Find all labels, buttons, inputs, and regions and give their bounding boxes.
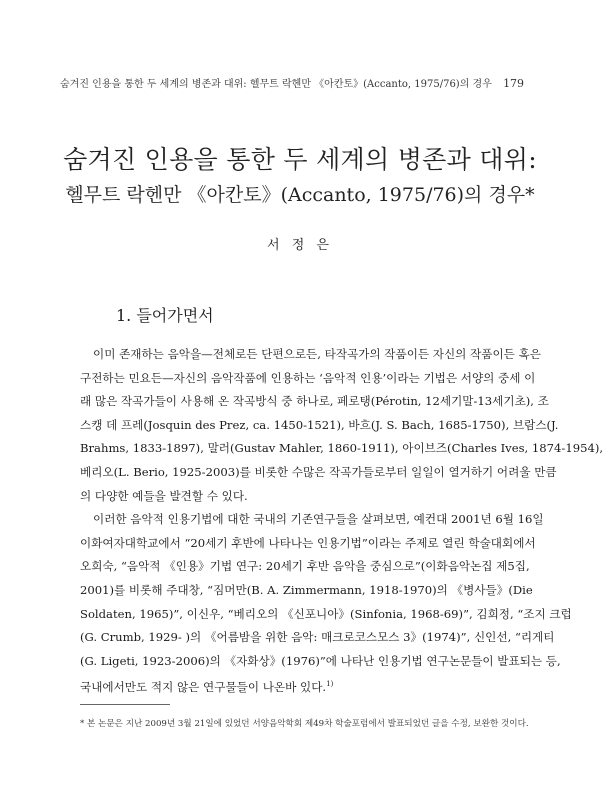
body-line-final [80, 673, 520, 697]
body-line: 래 많은 작곡가들이 사용해 온 작곡방식 중 하나로, 페로탱(Pérotin, 12세기말-13세기초), 조 [80, 394, 549, 409]
section-heading: 1. 들어가면서 [116, 306, 214, 325]
page-number: 179 [503, 77, 525, 90]
author-name: 서 정 은 [267, 238, 333, 253]
running-title: 숨겨진 인용을 통한 두 세계의 병존과 대위: 헬무트 락헨만 《아칸토》(Accanto, 1975/76)의 경우 [60, 79, 492, 90]
body-line: 스캥 데 프레(Josquin des Prez, ca. 1450-1521), 바흐(J. S. Bach, 1685-1750), 브람스(J. [80, 417, 559, 432]
body-line: (G. Crumb, 1929- )의 《어름밤을 위한 음악: 매크로코스모스 3》(1974)”, 신인선, “리게티 [80, 630, 555, 645]
article-title: 숨겨진 인용을 통한 두 세계의 병존과 대위: [63, 145, 537, 174]
body-line: Brahms, 1833-1897), 말러(Gustav Mahler, 1860-1911), 아이브즈(Charles Ives, 1874-1954), [80, 441, 603, 456]
body-line: 의 다양한 예들을 발견할 수 있다. [80, 488, 248, 503]
body-line: 이화여자대학교에서 “20세기 후반에 나타나는 인용기법”이라는 주제로 열린 학술대회에서 [80, 535, 536, 550]
footnote-reference[interactable]: 1) [326, 680, 334, 689]
body-line-text: 국내에서만도 적지 않은 연구물들이 나온바 있다. [80, 680, 327, 695]
body-line: 이미 존재하는 음악을—전체로든 단편으로든, 타작곡가의 작품이든 자신의 작품이든 혹은 [93, 347, 541, 361]
body-line: Soldaten, 1965)”, 이신우, “베리오의 《신포니아》(Sinfonia, 1968-69)”, 김희정, “조지 크럽 [80, 606, 572, 621]
body-text [80, 343, 603, 697]
footnote-divider [80, 704, 170, 705]
footnote-text: * 본 논문은 지난 2009년 3월 21일에 있었던 서양음악학회 제49차 학술포럼에서 발표되었던 글을 수정, 보완한 것이다. [80, 719, 529, 729]
body-line: 이러한 음악적 인용기법에 대한 국내의 기존연구들을 살펴보면, 예컨대 2001년 6월 16일 [93, 512, 544, 527]
running-head [60, 75, 525, 90]
body-line: 베리오(L. Berio, 1925-2003)를 비롯한 수많은 작곡가들로부터 일일이 열거하기 어려울 만큼 [80, 464, 557, 479]
body-line: 구전하는 민요든—자신의 음악작품에 인용하는 ‘음악적 인용’이라는 기법은 서양의 중세 이 [80, 370, 536, 385]
body-line: 2001)를 비롯해 주대창, “짐머만(B. A. Zimmermann, 1918-1970)의 《병사들》(Die [80, 582, 533, 597]
article-subtitle: 헬무트 락헨만 《아칸토》(Accanto, 1975/76)의 경우* [65, 184, 535, 206]
body-line: (G. Ligeti, 1923-2006)의 《자화상》(1976)”에 나타난 인용기법 연구논문들이 발표되는 등, [80, 653, 561, 668]
body-line: 오희숙, “음악적 《인용》기법 연구: 20세기 후반 음악을 중심으로”(이화음악논집 제5집, [80, 559, 530, 574]
